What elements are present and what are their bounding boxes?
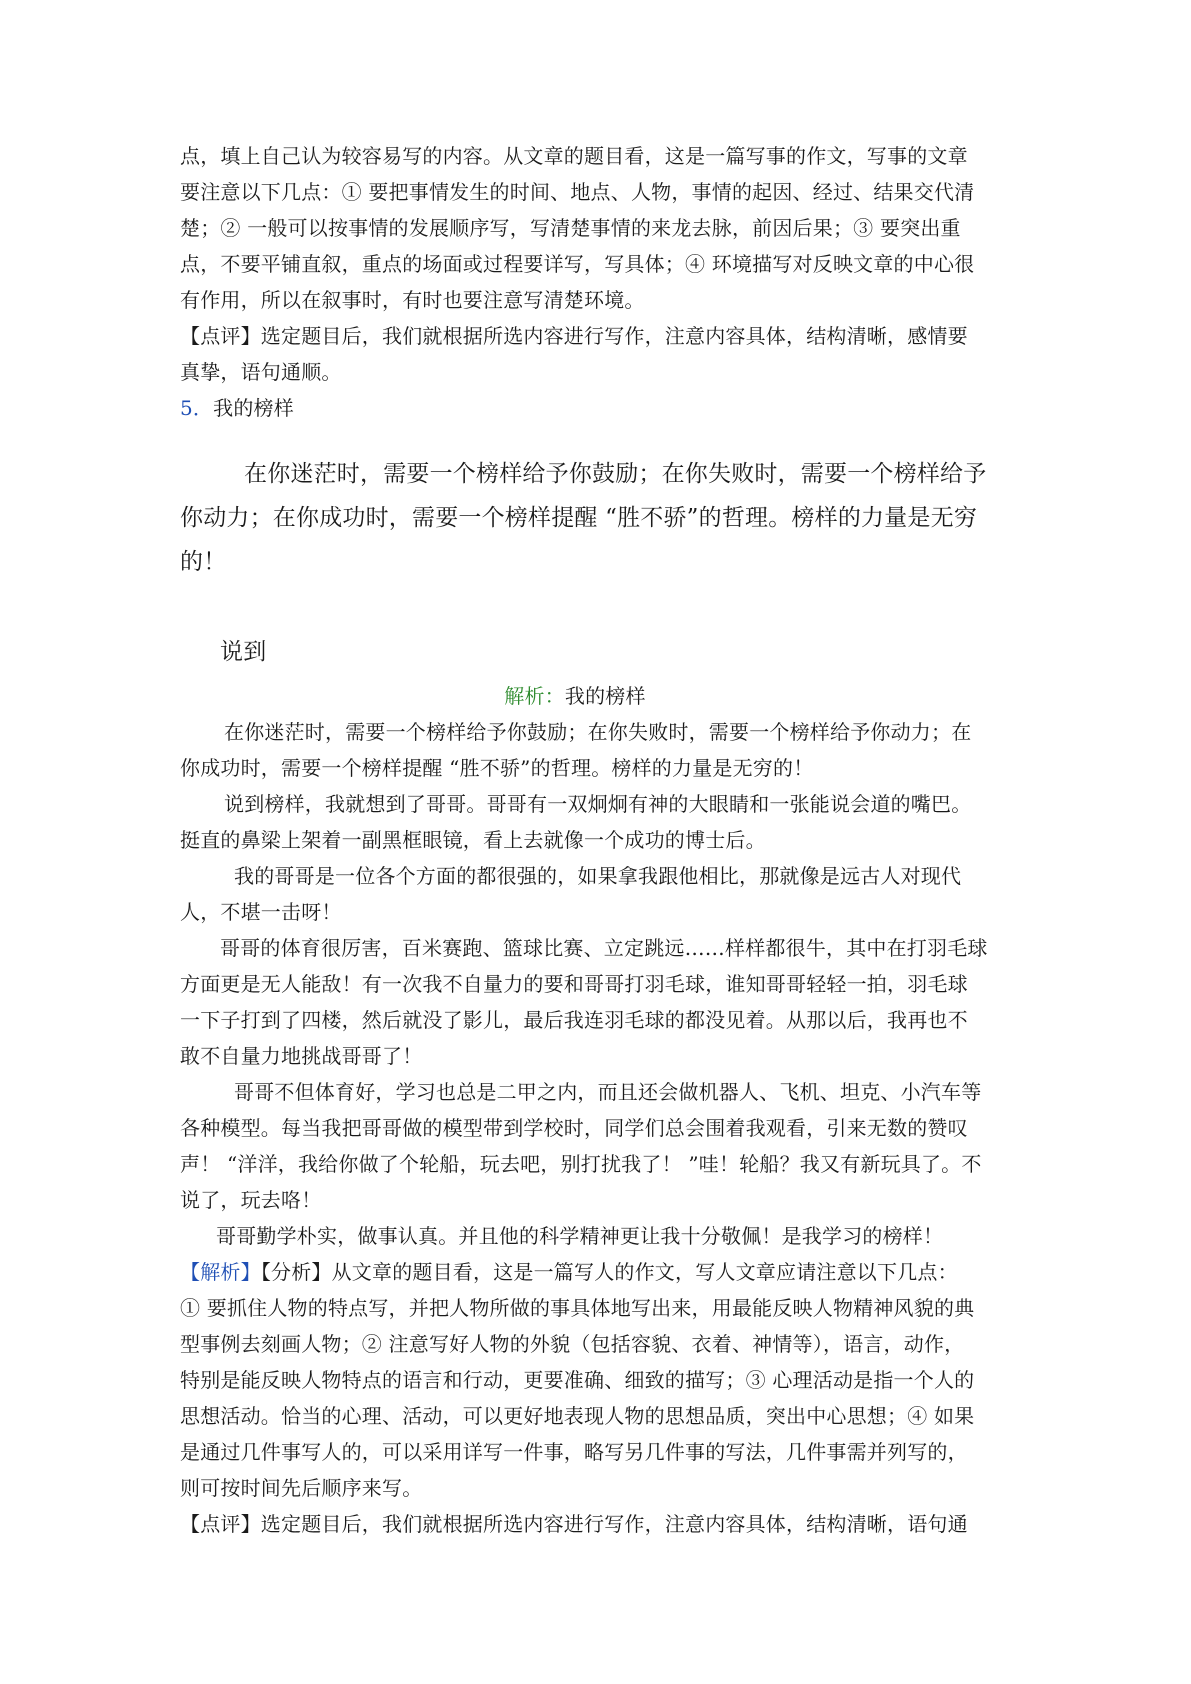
analysis-line: ① 要抓住人物的特点写，并把人物所做的事具体地写出来，用最能反映人物精神风貌的典: [180, 1296, 975, 1320]
essay-line: 哥哥不但体育好，学习也总是二甲之内，而且还会做机器人、飞机、坦克、小汽车等: [234, 1080, 982, 1104]
analysis-tag: 【解析】: [180, 1260, 261, 1284]
body-line: 点，不要平铺直叙，重点的场面或过程要详写，写具体；④ 环境描写对反映文章的中心很: [180, 252, 975, 276]
question-heading: [180, 390, 1020, 426]
essay-line: 说到榜样，我就想到了哥哥。哥哥有一双炯炯有神的大眼睛和一张能说会道的嘴巴。: [224, 792, 972, 816]
analysis-title: 我的榜样: [564, 684, 646, 708]
essay-line: 挺直的鼻梁上架着一副黑框眼镜，看上去就像一个成功的博士后。: [180, 828, 766, 852]
starter-text: 说到: [220, 639, 267, 665]
essay-line: 我的哥哥是一位各个方面的都很强的，如果拿我跟他相比，那就像是远古人对现代: [234, 864, 962, 888]
analysis-line: 思想活动。恰当的心理、活动，可以更好地表现人物的思想品质，突出中心思想；④ 如果: [180, 1404, 975, 1428]
question-number: 5．: [180, 396, 214, 420]
body-line: 楚；② 一般可以按事情的发展顺序写，写清楚事情的来龙去脉，前因后果；③ 要突出重: [180, 216, 961, 240]
analysis-line: 则可按时间先后顺序来写。: [180, 1476, 423, 1500]
comment-line: 【点评】选定题目后，我们就根据所选内容进行写作，注意内容具体，结构清晰，语句通: [180, 1512, 968, 1536]
comment-line: 【点评】选定题目后，我们就根据所选内容进行写作，注意内容具体，结构清晰，感情要: [180, 324, 968, 348]
analysis-heading: [180, 678, 1020, 714]
analysis-line: [180, 1254, 1020, 1290]
document-page: [180, 138, 1020, 1542]
question-title: 我的榜样: [213, 396, 294, 420]
analysis-line: 型事例去刻画人物；② 注意写好人物的外貌（包括容貌、衣着、神情等），语言，动作，: [180, 1332, 965, 1356]
prompt-line: 的！: [180, 549, 227, 575]
analysis-text: 【分析】从文章的题目看，这是一篇写人的作文，写人文章应请注意以下几点：: [260, 1260, 958, 1284]
prompt-line: 在你迷茫时，需要一个榜样给予你鼓励；在你失败时，需要一个榜样给予: [244, 461, 987, 487]
prompt-line: 你动力；在你成功时，需要一个榜样提醒 “胜不骄”的哲理。榜样的力量是无穷: [180, 505, 978, 531]
essay-line: 哥哥的体育很厉害，百米赛跑、篮球比赛、立定跳远……样样都很牛，其中在打羽毛球: [220, 936, 988, 960]
essay-line: 你成功时，需要一个榜样提醒 “胜不骄”的哲理。榜样的力量是无穷的！: [180, 756, 814, 780]
comment-line: 真挚，语句通顺。: [180, 360, 342, 384]
essay-line: 敢不自量力地挑战哥哥了！: [180, 1044, 423, 1068]
essay-line: 一下子打到了四楼，然后就没了影儿，最后我连羽毛球的都没见着。从那以后，我再也不: [180, 1008, 968, 1032]
essay-line: 各种模型。每当我把哥哥做的模型带到学校时，同学们总会围着我观看，引来无数的赞叹: [180, 1116, 968, 1140]
analysis-line: 特别是能反映人物特点的语言和行动，更要准确、细致的描写；③ 心理活动是指一个人的: [180, 1368, 975, 1392]
essay-line: 人，不堪一击呀！: [180, 900, 342, 924]
analysis-label: 解析：: [504, 684, 565, 708]
essay-line: 方面更是无人能敌！有一次我不自量力的要和哥哥打羽毛球，谁知哥哥轻轻一拍，羽毛球: [180, 972, 968, 996]
essay-line: 说了，玩去咯！: [180, 1188, 322, 1212]
body-line: 点，填上自己认为较容易写的内容。从文章的题目看，这是一篇写事的作文，写事的文章: [180, 144, 968, 168]
analysis-line: 是通过几件事写人的，可以采用详写一件事，略写另几件事的写法，几件事需并列写的，: [180, 1440, 968, 1464]
body-line: 要注意以下几点：① 要把事情发生的时间、地点、人物，事情的起因、经过、结果交代清: [180, 180, 975, 204]
essay-line: 在你迷茫时，需要一个榜样给予你鼓励；在你失败时，需要一个榜样给予你动力；在: [224, 720, 972, 744]
essay-line: 哥哥勤学朴实，做事认真。并且他的科学精神更让我十分敬佩！是我学习的榜样！: [216, 1224, 944, 1248]
essay-line: 声！ “洋洋，我给你做了个轮船，玩去吧，别打扰我了！ ”哇！轮船？我又有新玩具了。不: [180, 1152, 982, 1176]
body-line: 有作用，所以在叙事时，有时也要注意写清楚环境。: [180, 288, 645, 312]
